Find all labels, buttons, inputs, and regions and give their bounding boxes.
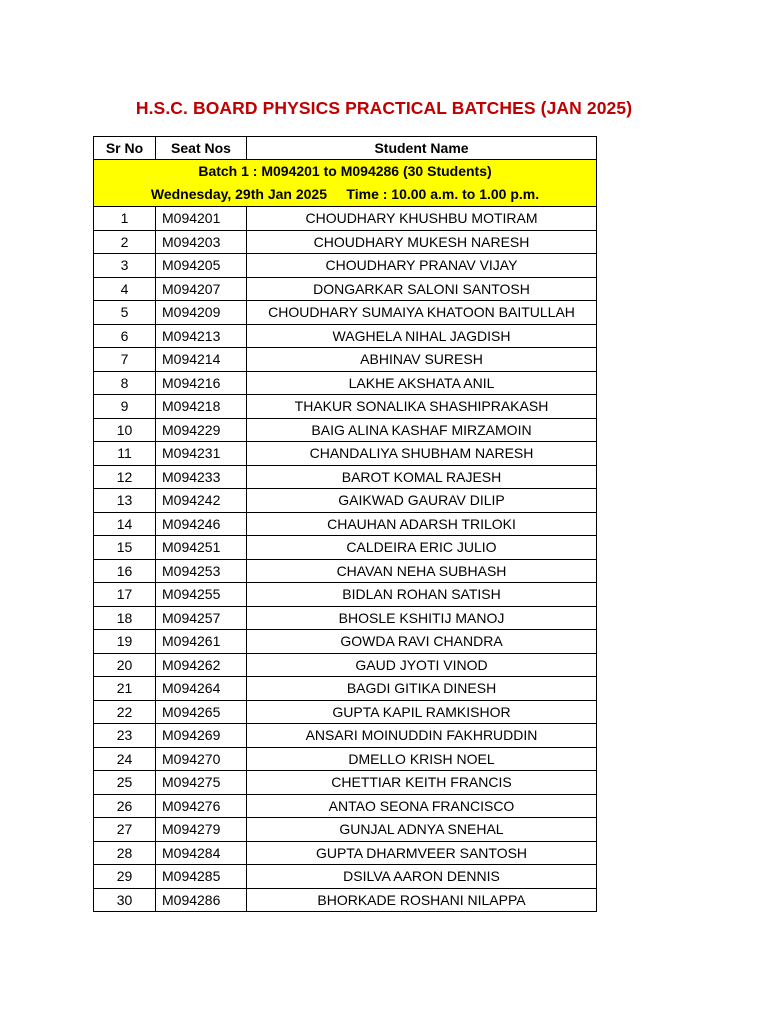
sr-no-cell: 27 xyxy=(94,818,156,842)
seat-no-cell: M094201 xyxy=(156,207,247,231)
sr-no-cell: 10 xyxy=(94,418,156,442)
sr-no-cell: 11 xyxy=(94,442,156,466)
student-name-cell: CHETTIAR KEITH FRANCIS xyxy=(247,771,597,795)
student-name-cell: BAIG ALINA KASHAF MIRZAMOIN xyxy=(247,418,597,442)
student-name-cell: BAGDI GITIKA DINESH xyxy=(247,677,597,701)
sr-no-cell: 26 xyxy=(94,794,156,818)
seat-no-cell: M094253 xyxy=(156,559,247,583)
header-student-name: Student Name xyxy=(247,137,597,160)
student-name-cell: DONGARKAR SALONI SANTOSH xyxy=(247,277,597,301)
sr-no-cell: 17 xyxy=(94,583,156,607)
seat-no-cell: M094262 xyxy=(156,653,247,677)
sr-no-cell: 15 xyxy=(94,536,156,560)
sr-no-cell: 2 xyxy=(94,230,156,254)
sr-no-cell: 29 xyxy=(94,865,156,889)
table-row xyxy=(94,606,597,630)
seat-no-cell: M094279 xyxy=(156,818,247,842)
sr-no-cell: 8 xyxy=(94,371,156,395)
sr-no-cell: 21 xyxy=(94,677,156,701)
table-row xyxy=(94,630,597,654)
table-row xyxy=(94,794,597,818)
sr-no-cell: 28 xyxy=(94,841,156,865)
table-row xyxy=(94,465,597,489)
seat-no-cell: M094229 xyxy=(156,418,247,442)
seat-no-cell: M094205 xyxy=(156,254,247,278)
seat-no-cell: M094207 xyxy=(156,277,247,301)
sr-no-cell: 16 xyxy=(94,559,156,583)
sr-no-cell: 4 xyxy=(94,277,156,301)
table-row xyxy=(94,418,597,442)
table-row xyxy=(94,277,597,301)
student-name-cell: WAGHELA NIHAL JAGDISH xyxy=(247,324,597,348)
sr-no-cell: 9 xyxy=(94,395,156,419)
header-row xyxy=(94,137,597,160)
student-name-cell: GOWDA RAVI CHANDRA xyxy=(247,630,597,654)
student-name-cell: CHOUDHARY MUKESH NARESH xyxy=(247,230,597,254)
page-title: H.S.C. BOARD PHYSICS PRACTICAL BATCHES (JAN 2025) xyxy=(135,98,633,118)
seat-no-cell: M094209 xyxy=(156,301,247,325)
seat-no-cell: M094233 xyxy=(156,465,247,489)
table-row xyxy=(94,583,597,607)
sr-no-cell: 13 xyxy=(94,489,156,513)
seat-no-cell: M094276 xyxy=(156,794,247,818)
table-row xyxy=(94,559,597,583)
student-name-cell: ANSARI MOINUDDIN FAKHRUDDIN xyxy=(247,724,597,748)
student-name-cell: ANTAO SEONA FRANCISCO xyxy=(247,794,597,818)
table-row xyxy=(94,771,597,795)
student-name-cell: THAKUR SONALIKA SHASHIPRAKASH xyxy=(247,395,597,419)
table-row xyxy=(94,724,597,748)
seat-no-cell: M094251 xyxy=(156,536,247,560)
student-name-cell: CHAUHAN ADARSH TRILOKI xyxy=(247,512,597,536)
sr-no-cell: 5 xyxy=(94,301,156,325)
student-name-cell: ABHINAV SURESH xyxy=(247,348,597,372)
table-row xyxy=(94,677,597,701)
student-name-cell: GUNJAL ADNYA SNEHAL xyxy=(247,818,597,842)
table-row xyxy=(94,395,597,419)
seat-no-cell: M094264 xyxy=(156,677,247,701)
batch-info-cell xyxy=(94,160,597,207)
table-row xyxy=(94,442,597,466)
student-name-cell: CHOUDHARY KHUSHBU MOTIRAM xyxy=(247,207,597,231)
student-name-cell: CALDEIRA ERIC JULIO xyxy=(247,536,597,560)
student-name-cell: GUPTA KAPIL RAMKISHOR xyxy=(247,700,597,724)
sr-no-cell: 30 xyxy=(94,888,156,912)
seat-no-cell: M094216 xyxy=(156,371,247,395)
student-name-cell: BHORKADE ROSHANI NILAPPA xyxy=(247,888,597,912)
table-row xyxy=(94,348,597,372)
seat-no-cell: M094265 xyxy=(156,700,247,724)
sr-no-cell: 3 xyxy=(94,254,156,278)
table-row xyxy=(94,536,597,560)
sr-no-cell: 7 xyxy=(94,348,156,372)
table-row xyxy=(94,489,597,513)
seat-no-cell: M094284 xyxy=(156,841,247,865)
sr-no-cell: 24 xyxy=(94,747,156,771)
seat-no-cell: M094203 xyxy=(156,230,247,254)
student-name-cell: GAIKWAD GAURAV DILIP xyxy=(247,489,597,513)
student-name-cell: DSILVA AARON DENNIS xyxy=(247,865,597,889)
seat-no-cell: M094218 xyxy=(156,395,247,419)
student-name-cell: CHOUDHARY PRANAV VIJAY xyxy=(247,254,597,278)
student-name-cell: BAROT KOMAL RAJESH xyxy=(247,465,597,489)
seat-no-cell: M094257 xyxy=(156,606,247,630)
student-name-cell: LAKHE AKSHATA ANIL xyxy=(247,371,597,395)
seat-no-cell: M094214 xyxy=(156,348,247,372)
table-row xyxy=(94,512,597,536)
student-name-cell: CHAVAN NEHA SUBHASH xyxy=(247,559,597,583)
student-name-cell: DMELLO KRISH NOEL xyxy=(247,747,597,771)
table-row xyxy=(94,818,597,842)
student-name-cell: GAUD JYOTI VINOD xyxy=(247,653,597,677)
student-name-cell: CHANDALIYA SHUBHAM NARESH xyxy=(247,442,597,466)
table-row xyxy=(94,254,597,278)
seat-no-cell: M094261 xyxy=(156,630,247,654)
sr-no-cell: 20 xyxy=(94,653,156,677)
sr-no-cell: 6 xyxy=(94,324,156,348)
seat-no-cell: M094270 xyxy=(156,747,247,771)
student-name-cell: CHOUDHARY SUMAIYA KHATOON BAITULLAH xyxy=(247,301,597,325)
sr-no-cell: 22 xyxy=(94,700,156,724)
batch-table xyxy=(93,136,597,912)
sr-no-cell: 18 xyxy=(94,606,156,630)
table-row xyxy=(94,301,597,325)
batch-range: Batch 1 : M094201 to M094286 (30 Students) xyxy=(198,163,492,179)
header-seat-nos: Seat Nos xyxy=(156,137,247,160)
seat-no-cell: M094286 xyxy=(156,888,247,912)
sr-no-cell: 25 xyxy=(94,771,156,795)
table-row xyxy=(94,747,597,771)
table-row xyxy=(94,888,597,912)
sr-no-cell: 1 xyxy=(94,207,156,231)
sr-no-cell: 14 xyxy=(94,512,156,536)
seat-no-cell: M094213 xyxy=(156,324,247,348)
table-row xyxy=(94,324,597,348)
student-name-cell: BHOSLE KSHITIJ MANOJ xyxy=(247,606,597,630)
seat-no-cell: M094285 xyxy=(156,865,247,889)
batch-info-row xyxy=(94,160,597,207)
sr-no-cell: 23 xyxy=(94,724,156,748)
table-row xyxy=(94,865,597,889)
seat-no-cell: M094242 xyxy=(156,489,247,513)
sr-no-cell: 12 xyxy=(94,465,156,489)
seat-no-cell: M094255 xyxy=(156,583,247,607)
batch-schedule: Wednesday, 29th Jan 2025 Time : 10.00 a.m. to 1.00 p.m. xyxy=(150,186,540,202)
table-row xyxy=(94,230,597,254)
sr-no-cell: 19 xyxy=(94,630,156,654)
table-row xyxy=(94,700,597,724)
table-row xyxy=(94,371,597,395)
seat-no-cell: M094246 xyxy=(156,512,247,536)
header-sr-no: Sr No xyxy=(94,137,156,160)
seat-no-cell: M094269 xyxy=(156,724,247,748)
student-name-cell: GUPTA DHARMVEER SANTOSH xyxy=(247,841,597,865)
table-row xyxy=(94,841,597,865)
seat-no-cell: M094275 xyxy=(156,771,247,795)
table-row xyxy=(94,653,597,677)
seat-no-cell: M094231 xyxy=(156,442,247,466)
table-row xyxy=(94,207,597,231)
student-name-cell: BIDLAN ROHAN SATISH xyxy=(247,583,597,607)
